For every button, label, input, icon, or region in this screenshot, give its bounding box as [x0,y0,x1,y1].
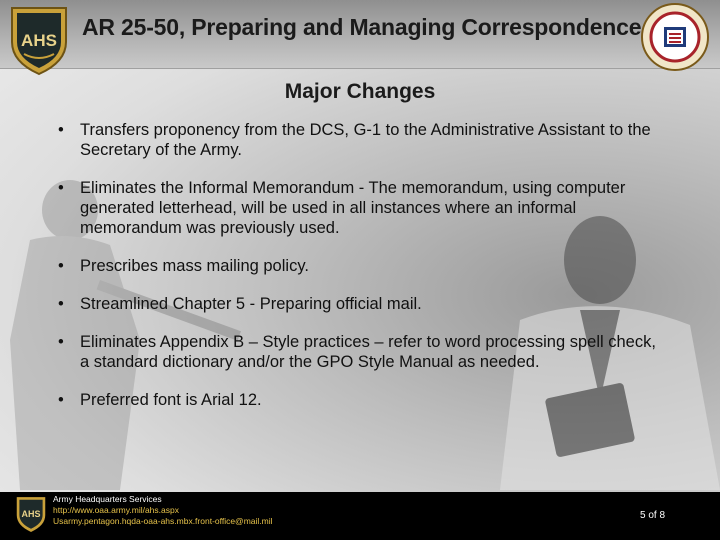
bullet-item: • Transfers proponency from the DCS, G-1 to the Administrative Assistant to the Secretary of the Army. [58,121,651,159]
bullet-item: • Preferred font is Arial 12. [58,391,262,409]
slide-title: AR 25-50, Preparing and Managing Correspondence [82,14,642,40]
bullet-item: • Eliminates the Informal Memorandum - The memorandum, using computer generated letterhead, will be used in all instances where an informal memorandum was previously used. [58,179,626,237]
footer-contact [53,494,273,527]
footer-email-link[interactable]: Usarmy.pentagon.hqda-oaa-ahs.mbx.front-office@mail.mil [53,516,273,526]
bullet-glyph: • [58,295,64,313]
ahs-footer-logo [12,495,50,533]
footer-url-link[interactable]: http://www.oaa.army.mil/ahs.aspx [53,505,179,515]
bullet-glyph: • [58,179,64,197]
bullet-item: • Streamlined Chapter 5 - Preparing official mail. [58,295,422,313]
army-seal-icon [640,2,710,72]
bullet-glyph: • [58,391,64,409]
page-number: 5 of 8 [640,510,666,521]
svg-text:AHS: AHS [21,31,57,50]
bullet-list [50,120,660,428]
footer-org-name: Army Headquarters Services [53,494,162,504]
section-heading: Major Changes [284,80,436,103]
svg-text:AHS: AHS [21,509,41,520]
bullet-item: • Prescribes mass mailing policy. [58,257,309,275]
ahs-shield-logo [4,4,74,76]
bullet-glyph: • [58,257,64,275]
bullet-glyph: • [58,333,64,351]
bullet-glyph: • [58,121,64,139]
bullet-item: • Eliminates Appendix B – Style practices – refer to word processing spell check, a standard dictionary and/or the GPO Style Manual as needed. [58,333,656,371]
